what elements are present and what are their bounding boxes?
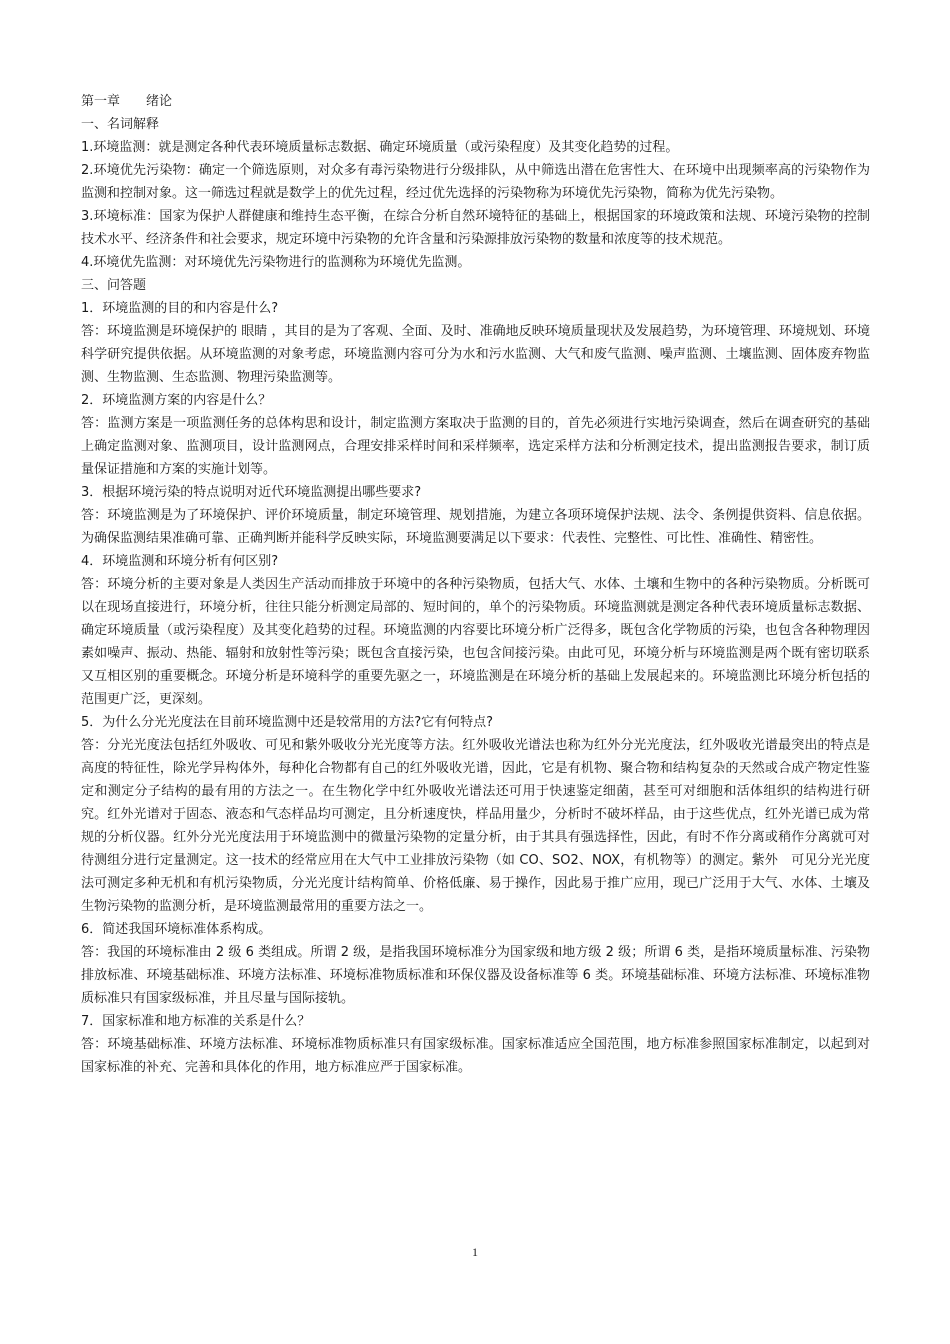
question: 7．国家标准和地方标准的关系是什么？ <box>81 1014 311 1029</box>
question: 4．环境监测和环境分析有何区别? <box>81 554 279 569</box>
definition-item: 2.环境优先污染物：确定一个筛选原则，对众多有毒污染物进行分级排队，从中筛选出潜在危害性大、在环境中出现频率高的污染物作为监测和控制对象。这一筛选过程就是数学上的优先过程，经过优先选择的污染物称为环境优先污染物，简称为优先污染物。 <box>81 163 870 201</box>
answer: 答：环境基础标准、环境方法标准、环境标准物质标准只有国家级标准。国家标准适应全国范围，地方标准参照国家标准制定，以起到对国家标准的补充、完善和具体化的作用，地方标准应严于国家标准。 <box>81 1037 870 1075</box>
question: 6．简述我国环境标准体系构成。 <box>81 922 272 937</box>
section-heading-definitions: 一、名词解释 <box>81 117 160 132</box>
answer: 答：环境分析的主要对象是人类因生产活动而排放于环境中的各种污染物质，包括大气、水体、土壤和生物中的各种污染物质。分析既可以在现场直接进行，环境分析，往往只能分析测定局部的、短时间的，单个的污染物质。环境监测就是测定各种代表环境质量标志数据、确定环境质量（或污染程度）及其变化趋势的过程。环境监测的内容要比环境分析广泛得多，既包含化学物质的污染，也包含各种物理因素如噪声、振动、热能、辐射和放射性等污染；既包含直接污染，也包含间接污染。由此可见，环境分析与环境监测是两个既有密切联系又互相区别的重要概念。环境分析是环境科学的重要先驱之一，环境监测是在环境分析的基础上发展起来的。环境监测比环境分析包括的范围更广泛，更深刻。 <box>81 577 870 707</box>
question: 5．为什么分光光度法在目前环境监测中还是较常用的方法?它有何特点? <box>81 715 494 730</box>
question: 3．根据环境污染的特点说明对近代环境监测提出哪些要求? <box>81 485 422 500</box>
answer: 答：环境监测是为了环境保护、评价环境质量，制定环境管理、规划措施，为建立各项环境保护法规、法令、条例提供资料、信息依据。为确保监测结果准确可靠、正确判断并能科学反映实际，环境监测要满足以下要求：代表性、完整性、可比性、准确性、精密性。 <box>81 508 870 546</box>
page-number: 1 <box>472 1245 478 1259</box>
definition-item: 3.环境标准：国家为保护人群健康和维持生态平衡，在综合分析自然环境特征的基础上，根据国家的环境政策和法规、环境污染物的控制技术水平、经济条件和社会要求，规定环境中污染物的允许含量和污染源排放污染物的数量和浓度等的技术规范。 <box>81 209 870 247</box>
document-page <box>81 90 870 1079</box>
section-heading-questions: 三、问答题 <box>81 278 147 293</box>
answer: 答：环境监测是环境保护的 眼睛 ，其目的是为了客观、全面、及时、准确地反映环境质量现状及发展趋势，为环境管理、环境规划、环境科学研究提供依据。从环境监测的对象考虑，环境监测内容可分为水和污水监测、大气和废气监测、噪声监测、土壤监测、固体废弃物监测、生物监测、生态监测、物理污染监测等。 <box>81 324 870 385</box>
definition-item: 1.环境监测：就是测定各种代表环境质量标志数据、确定环境质量（或污染程度）及其变化趋势的过程。 <box>81 140 679 155</box>
question: 1．环境监测的目的和内容是什么? <box>81 301 279 316</box>
definition-item: 4.环境优先监测：对环境优先污染物进行的监测称为环境优先监测。 <box>81 255 471 270</box>
answer: 答：监测方案是一项监测任务的总体构思和设计，制定监测方案取决于监测的目的，首先必须进行实地污染调查，然后在调查研究的基础上确定监测对象、监测项目，设计监测网点，合理安排采样时间和采样频率，选定采样方法和分析测定技术，提出监测报告要求，制订质量保证措施和方案的实施计划等。 <box>81 416 870 477</box>
chapter-title: 第一章 绪论 <box>81 94 173 109</box>
answer: 答：分光光度法包括红外吸收、可见和紫外吸收分光光度等方法。红外吸收光谱法也称为红外分光光度法，红外吸收光谱最突出的特点是高度的特征性，除光学异构体外，每种化合物都有自己的红外吸收光谱，因此，它是有机物、聚合物和结构复杂的天然或合成产物定性鉴定和测定分子结构的最有用的方法之一。在生物化学中红外吸收光谱法还可用于快速鉴定细菌，甚至可对细胞和活体组织的结构进行研究。红外光谱对于固态、液态和气态样品均可测定，且分析速度快，样品用量少，分析时不破坏样品，由于这些优点，红外光谱已成为常规的分析仪器。红外分光光度法用于环境监测中的微量污染物的定量分析，由于其具有强选择性，因此，有时不作分离或稍作分离就可对待测组分进行定量测定。这一技术的经常应用在大气中工业排放污染物（如 CO、SO2、NOX，有机物等）的测定。紫外 可见分光光度法可测定多种无机和有机污染物质，分光光度计结构简单、价格低廉、易于操作，因此易于推广应用，现已广泛用于大气、水体、土壤及生物污染物的监测分析，是环境监测最常用的重要方法之一。 <box>81 738 870 914</box>
question: 2．环境监测方案的内容是什么？ <box>81 393 272 408</box>
answer: 答：我国的环境标准由 2 级 6 类组成。所谓 2 级，是指我国环境标准分为国家级和地方级 2 级；所谓 6 类，是指环境质量标准、污染物排放标准、环境基础标准、环境方法标准、环境标准物质标准和环保仪器及设备标准等 6 类。环境基础标准、环境方法标准、环境标准物质标准只有国家级标准，并且尽量与国际接轨。 <box>81 945 870 1006</box>
